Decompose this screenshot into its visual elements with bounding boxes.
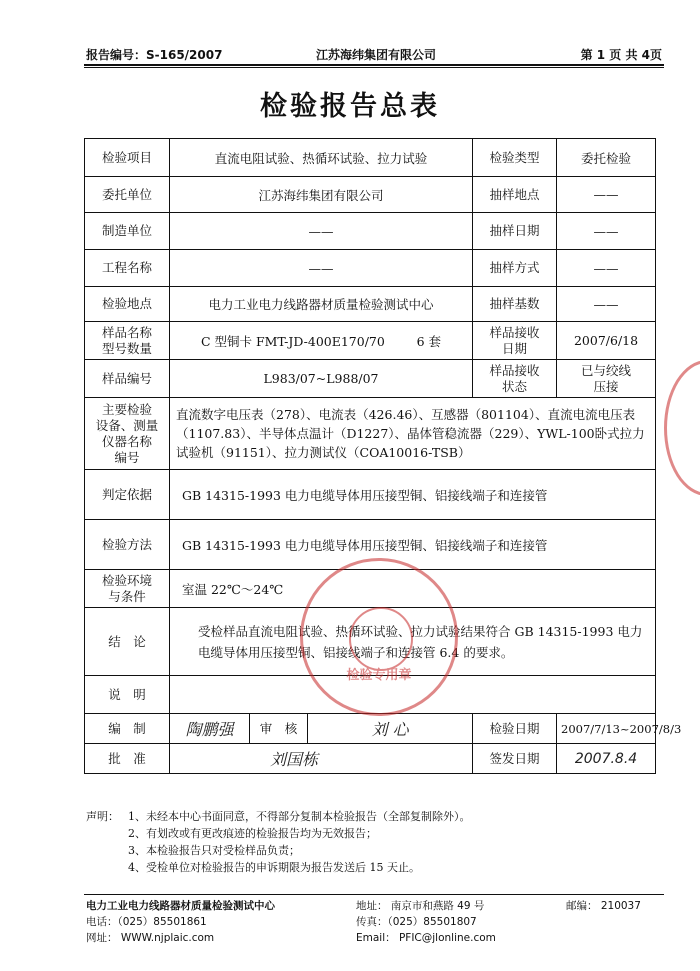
table-row — [85, 398, 656, 470]
table-row — [85, 470, 656, 520]
env-value: 室温 22℃～24℃ — [170, 570, 656, 608]
table-row — [85, 322, 656, 360]
sample-date-label: 抽样日期 — [473, 213, 557, 250]
location-value: 电力工业电力线路器材质量检验测试中心 — [170, 287, 473, 322]
header-rule-thin — [84, 67, 664, 68]
table-row — [85, 287, 656, 322]
table-row — [85, 608, 656, 676]
footer-postcode: 邮编： 210037 — [566, 900, 641, 912]
declaration-item: 声明： 1、未经本中心书面同意，不得部分复制本检验报告（全部复制除外）。 — [86, 810, 471, 823]
env-label: 检验环境 与条件 — [85, 570, 170, 608]
table-row — [85, 139, 656, 177]
sign-date-label: 签发日期 — [473, 744, 557, 774]
declaration-item: 2、有划改或有更改痕迹的检验报告均为无效报告； — [128, 827, 377, 840]
table-row — [85, 250, 656, 287]
receive-date-value: 2007/6/18 — [557, 322, 656, 360]
method-label: 检验方法 — [85, 520, 170, 570]
sample-no-value: L983/07~L988/07 — [170, 360, 473, 398]
declaration — [86, 808, 656, 876]
edge-seal — [664, 360, 700, 496]
equipment-label: 主要检验 设备、测量 仪器名称 编号 — [85, 398, 170, 470]
sample-base-label: 抽样基数 — [473, 287, 557, 322]
receive-state-value: 已与绞线 压接 — [557, 360, 656, 398]
declaration-item: 3、本检验报告只对受检样品负责； — [128, 844, 300, 857]
reviewer-signature: 刘 心 — [308, 714, 473, 744]
item-value: 直流电阻试验、热循环试验、拉力试验 — [170, 139, 473, 177]
footer-email: Email： PFIC@jlonline.com — [356, 932, 496, 944]
project-label: 工程名称 — [85, 250, 170, 287]
reviewer-label: 审 核 — [250, 714, 308, 744]
approver-signature: 刘国栋 — [170, 744, 473, 774]
page-header — [86, 44, 662, 64]
type-value: 委托检验 — [557, 139, 656, 177]
sample-place-label: 抽样地点 — [473, 177, 557, 213]
seal-text: 检验专用章 — [346, 668, 412, 683]
project-value: —— — [170, 250, 473, 287]
summary-table — [84, 138, 682, 774]
table-row — [85, 714, 656, 744]
header-rule — [84, 64, 664, 66]
conclusion-label: 结 论 — [85, 608, 170, 676]
declaration-heading: 声明： — [86, 810, 119, 823]
receive-state-label: 样品接收 状态 — [473, 360, 557, 398]
inspect-date-label: 检验日期 — [473, 714, 557, 744]
basis-label: 判定依据 — [85, 470, 170, 520]
table-row — [85, 520, 656, 570]
footer-org: 电力工业电力线路器材质量检验测试中心 — [86, 900, 275, 912]
receive-date-label: 样品接收 日期 — [473, 322, 557, 360]
footer-phone: 电话：（025）85501861 — [86, 916, 207, 928]
approver-label: 批 准 — [85, 744, 170, 774]
header-company: 江苏海纬集团有限公司 — [316, 48, 437, 62]
sign-date-value: 2007.8.4 — [557, 744, 656, 774]
basis-value: GB 14315-1993 电力电缆导体用压接型铜、铝接线端子和连接管 — [170, 470, 656, 520]
item-label: 检验项目 — [85, 139, 170, 177]
footer-address: 地址： 南京市和燕路 49 号 — [356, 900, 485, 912]
sample-base-value: —— — [557, 287, 656, 322]
maker-label: 制造单位 — [85, 213, 170, 250]
table-row — [85, 676, 656, 714]
table-row — [85, 213, 656, 250]
client-value: 江苏海纬集团有限公司 — [170, 177, 473, 213]
note-label: 说 明 — [85, 676, 170, 714]
note-value — [170, 676, 656, 714]
sample-date-value: —— — [557, 213, 656, 250]
report-number: 报告编号：S-165/2007 — [86, 48, 223, 62]
table-row — [85, 744, 656, 774]
page-footer — [86, 898, 656, 946]
sample-method-label: 抽样方式 — [473, 250, 557, 287]
table-row — [85, 570, 656, 608]
location-label: 检验地点 — [85, 287, 170, 322]
sample-place-value: —— — [557, 177, 656, 213]
page-number: 第 1 页 共 4页 — [580, 48, 662, 62]
sample-no-label: 样品编号 — [85, 360, 170, 398]
declaration-item: 4、受检单位对检验报告的申诉期限为报告发送后 15 天止。 — [128, 861, 420, 874]
method-value: GB 14315-1993 电力电缆导体用压接型铜、铝接线端子和连接管 — [170, 520, 656, 570]
footer-rule — [84, 894, 664, 895]
compiler-label: 编 制 — [85, 714, 170, 744]
client-label: 委托单位 — [85, 177, 170, 213]
inspect-date-value: 2007/7/13~2007/8/3 — [557, 714, 656, 744]
sample-name-value: C 型铜卡 FMT-JD-400E170/70 6 套 — [170, 322, 473, 360]
sample-name-label: 样品名称 型号数量 — [85, 322, 170, 360]
equipment-value: 直流数字电压表（278）、电流表（426.46）、互感器（801104）、直流电流电压表（1107.83）、半导体点温计（D1227）、晶体管稳流器（229）、YWL-100卧式拉力试验机（91151）、拉力测试仪（COA10016-TSB） — [170, 398, 656, 470]
maker-value: —— — [170, 213, 473, 250]
conclusion-value: 受检样品直流电阻试验、热循环试验、拉力试验结果符合 GB 14315-1993 电力电缆导体用压接型铜、铝接线端子和连接管 6.4 的要求。 — [170, 608, 656, 676]
sample-method-value: —— — [557, 250, 656, 287]
footer-website: 网址： WWW.njplaic.com — [86, 932, 215, 944]
report-title: 检验报告总表 — [260, 91, 440, 122]
table-row — [85, 360, 656, 398]
type-label: 检验类型 — [473, 139, 557, 177]
table-row — [85, 177, 656, 213]
compiler-signature: 陶鹏强 — [170, 714, 250, 744]
footer-fax: 传真：（025）85501807 — [356, 916, 477, 928]
